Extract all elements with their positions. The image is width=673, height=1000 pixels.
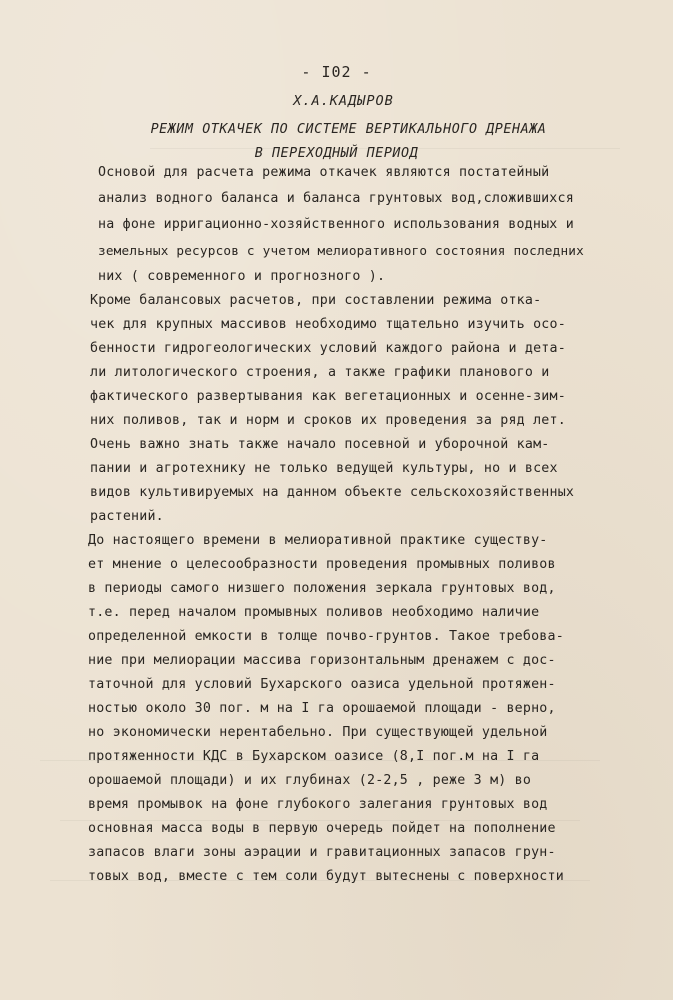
body-line: время промывок на фоне глубокого залегания грунтовых вод bbox=[88, 797, 548, 812]
body-line: таточной для условий Бухарского оазиса удельной протяжен- bbox=[88, 677, 556, 692]
body-line: земельных ресурсов с учетом мелиоративного состояния последних bbox=[98, 243, 584, 258]
body-line: запасов влаги зоны аэрации и гравитационных запасов грун- bbox=[88, 845, 556, 860]
title-line-2: В ПЕРЕХОДНЫЙ ПЕРИОД bbox=[254, 146, 419, 161]
body-line: ние при мелиорации массива горизонтальным дренажем с дос- bbox=[88, 653, 556, 668]
body-line: ет мнение о целесообразности проведения промывных поливов bbox=[88, 557, 556, 572]
title-line-1: РЕЖИМ ОТКАЧЕК ПО СИСТЕМЕ ВЕРТИКАЛЬНОГО ДРЕНАЖА bbox=[150, 122, 547, 137]
body-line: орошаемой площади) и их глубинах (2-2,5 , реже 3 м) во bbox=[88, 773, 532, 788]
body-line: пании и агротехнику не только ведущей культуры, но и всех bbox=[90, 461, 558, 476]
body-line: растений. bbox=[90, 509, 164, 524]
body-line: До настоящего времени в мелиоративной практике существу- bbox=[88, 533, 548, 548]
body-line: анализ водного баланса и баланса грунтовых вод,сложившихся bbox=[98, 191, 574, 206]
author-name: Х.А.КАДЫРОВ bbox=[293, 93, 394, 109]
body-line: на фоне ирригационно-хозяйственного использования водных и bbox=[98, 217, 574, 232]
body-line: видов культивируемых на данном объекте сельскохозяйственных bbox=[90, 485, 575, 500]
body-line: них ( современного и прогнозного ). bbox=[98, 269, 386, 284]
body-line: основная масса воды в первую очередь пойдет на пополнение bbox=[88, 821, 556, 836]
body-line: но экономически нерентабельно. При существующей удельной bbox=[88, 725, 548, 740]
body-line: Очень важно знать также начало посевной и уборочной кам- bbox=[90, 437, 550, 452]
body-line: них поливов, так и норм и сроков их проведения за ряд лет. bbox=[90, 413, 566, 428]
body-line: бенности гидрогеологических условий каждого района и дета- bbox=[90, 341, 566, 356]
body-line: протяженности КДС в Бухарском оазисе (8,I пог.м на I га bbox=[88, 749, 540, 764]
body-line: в периоды самого низшего положения зеркала грунтовых вод, bbox=[88, 581, 556, 596]
body-line: товых вод, вместе с тем соли будут вытеснены с поверхности bbox=[88, 869, 564, 884]
body-line: фактического развертывания как вегетационных и осенне-зим- bbox=[90, 389, 566, 404]
body-line: Основой для расчета режима откачек являются постатейный bbox=[98, 165, 550, 180]
body-line: т.е. перед началом промывных поливов необходимо наличие bbox=[88, 605, 540, 620]
body-line: чек для крупных массивов необходимо тщательно изучить осо- bbox=[90, 317, 566, 332]
body-line: Кроме балансовых расчетов, при составлении режима отка- bbox=[90, 293, 542, 308]
page-number: - I02 - bbox=[301, 63, 372, 81]
body-line: определенной емкости в толще почво-грунтов. Такое требова- bbox=[88, 629, 564, 644]
body-line: ли литологического строения, а также графики планового и bbox=[90, 365, 550, 380]
body-line: ностью около 30 пог. м на I га орошаемой площади - верно, bbox=[88, 701, 556, 716]
